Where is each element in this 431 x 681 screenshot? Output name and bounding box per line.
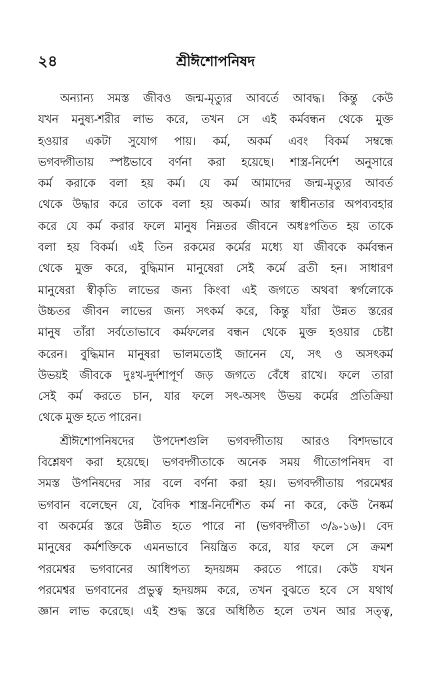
paragraph-2 xyxy=(38,431,393,623)
text-line: উভয়ই জীবকে দুঃখ-দুর্দশাপূর্ণ জড় জগতে বেঁধে রাখে। ফলে তারা xyxy=(38,367,393,382)
text-line: ভগবান বলেছেন যে, বৈদিক শাস্ত্র-নির্দেশিত কর্ম না করে, কেউ নৈষ্কর্ম xyxy=(38,497,393,512)
text-line: থেকে মুক্ত করে, বুদ্ধিমান মানুষেরা সেই কর্মে ব্রতী হন। সাধারণ xyxy=(38,261,393,276)
text-line: পরমেশ্বর ভগবানের প্রভুত্ব হৃদয়ঙ্গম করে, তখন বুঝতে হবে সে যথার্থ xyxy=(38,582,393,597)
text-line: বলা হয় বিকর্ম। এই তিন রকমের কর্মের মধ্যে যা জীবকে কর্মবন্ধন xyxy=(38,240,393,255)
page-header xyxy=(38,50,393,70)
body-text xyxy=(38,88,393,622)
text-line: যখন মনুষ্য-শরীর লাভ করে, তখন সে এই কর্মবন্ধন থেকে মুক্ত xyxy=(38,112,393,127)
text-line: শ্রীঈশোপনিষদের উপদেশগুলি ভগবদ্গীতায় আরও বিশদভাবে xyxy=(60,433,393,448)
text-line: বা অকর্মের স্তরে উন্নীত হতে পারে না (ভগবদ্গীতা ৩/৯-১৬)। বেদ xyxy=(38,518,393,533)
paragraph-1 xyxy=(38,88,393,429)
text-line: করেন। বুদ্ধিমান মানুষরা ভালমতোই জানেন যে, সৎ ও অসৎকর্ম xyxy=(38,346,393,361)
text-line: হওয়ার একটা সুযোগ পায়। কর্ম, অকর্ম এবং বিকর্ম সম্বন্ধে xyxy=(38,133,393,148)
text-line: মানুষেরা স্বীকৃতি লাভের জন্য কিংবা এই জগতে অথবা স্বর্গলোকে xyxy=(38,282,393,297)
text-line: সেই কর্ম করতে চান, যার ফলে সৎ-অসৎ উভয় কর্মের প্রতিক্রিয়া xyxy=(38,389,393,404)
text-line: মানুষের কর্মশক্তিকে এমনভাবে নিয়ন্ত্রিত করে, যার ফলে সে ক্রমশ xyxy=(38,540,393,555)
text-line: অন্যান্য সমস্ত জীবও জন্ম-মৃত্যুর আবর্তে আবদ্ধ। কিন্তু কেউ xyxy=(60,91,393,105)
text-line: কর্ম করাকে বলা হয় কর্ম। যে কর্ম আমাদের জন্ম-মৃত্যুর আবর্ত xyxy=(38,176,393,191)
text-line: জ্ঞান লাভ করেছে। এই শুদ্ধ স্তরে অধিষ্ঠিত হলে তখন আর সত্ত্ব, xyxy=(38,604,393,619)
text-line: উচ্চতর জীবন লাভের জন্য সৎকর্ম করে, কিন্তু যাঁরা উন্নত স্তরের xyxy=(38,303,393,318)
text-line: সমস্ত উপনিষদের সার বলে বর্ণনা করা হয়। ভগবদ্গীতায় পরমেশ্বর xyxy=(38,476,393,491)
running-title: শ্রীঈশোপনিষদ xyxy=(176,54,255,70)
text-line: পরমেশ্বর ভগবানের আধিপত্য হৃদয়ঙ্গম করতে পারে। কেউ যখন xyxy=(38,561,393,576)
text-line: বিশ্লেষণ করা হয়েছে। ভগবদ্গীতাকে অনেক সময় গীতোপনিষদ বা xyxy=(38,455,393,470)
page-number: ২৪ xyxy=(38,52,58,70)
text-line: মানুষ তাঁরা সর্বতোভাবে কর্মফলের বন্ধন থেকে মুক্ত হওয়ার চেষ্টা xyxy=(38,325,393,340)
text-line: থেকে উদ্ধার করে তাকে বলা হয় অকর্ম। আর স্বাধীনতার অপব্যবহার xyxy=(38,197,393,212)
text-line: ভগবদ্গীতায় স্পষ্টভাবে বর্ণনা করা হয়েছে। শাস্ত্র-নির্দেশ অনুসারে xyxy=(38,154,393,169)
text-line: থেকে মুক্ত হতে পারেন। xyxy=(38,410,142,425)
text-line: করে যে কর্ম করার ফলে মানুষ নিম্নতর জীবনে অধঃপতিত হয় তাকে xyxy=(38,218,393,233)
